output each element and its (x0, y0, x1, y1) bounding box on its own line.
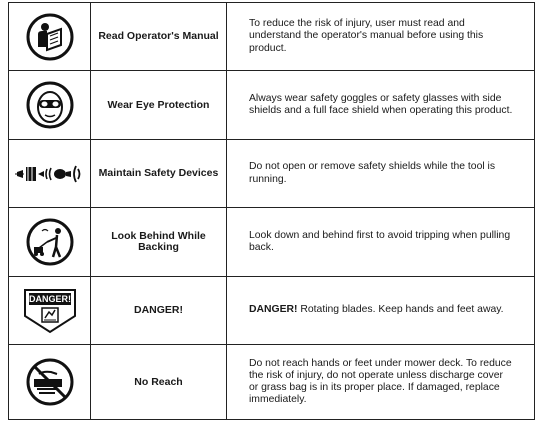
description-emphasis: DANGER! (249, 304, 298, 316)
safety-symbols-table (8, 2, 535, 420)
no-reach-icon (25, 357, 75, 407)
table-row (9, 139, 534, 207)
table-row (9, 207, 534, 276)
look-behind-icon (25, 217, 75, 267)
read-manual-icon (25, 12, 75, 62)
symbol-description: Always wear safety goggles or safety glasses with side shields and a full face shield when operating this product. (249, 92, 513, 116)
danger-sign-icon (23, 288, 77, 334)
symbol-label: Read Operator's Manual (91, 3, 227, 70)
symbol-label: Maintain Safety Devices (91, 140, 227, 207)
symbol-description: Look down and behind first to avoid tripping when pulling back. (249, 229, 511, 253)
table-row (9, 70, 534, 139)
table-row (9, 344, 534, 419)
table-row (9, 276, 534, 344)
safety-devices-icon (14, 161, 86, 187)
symbol-description: DANGER! Rotating blades. Keep hands and feet away. (249, 304, 504, 316)
icon-cell (9, 277, 91, 344)
symbol-description: Do not open or remove safety shields while the tool is running. (249, 161, 496, 185)
symbol-label: No Reach (91, 345, 227, 419)
icon-cell (9, 71, 91, 139)
icon-cell (9, 140, 91, 207)
symbol-label: Wear Eye Protection (91, 71, 227, 139)
symbol-label: DANGER! (91, 277, 227, 344)
icon-cell (9, 345, 91, 419)
icon-cell (9, 208, 91, 276)
danger-sign-text: DANGER! (28, 293, 71, 304)
icon-cell (9, 3, 91, 70)
symbol-description: Do not reach hands or feet under mower deck. To reduce the risk of injury, do not operate unless discharge cover or grass bag is in its proper place. If damaged, replace immediately. (249, 357, 512, 406)
eye-protection-icon (25, 80, 75, 130)
symbol-label: Look Behind While Backing (91, 208, 227, 276)
symbol-description: To reduce the risk of injury, user must read and understand the operator's manual before using this product. (249, 18, 484, 54)
table-row (9, 3, 534, 70)
